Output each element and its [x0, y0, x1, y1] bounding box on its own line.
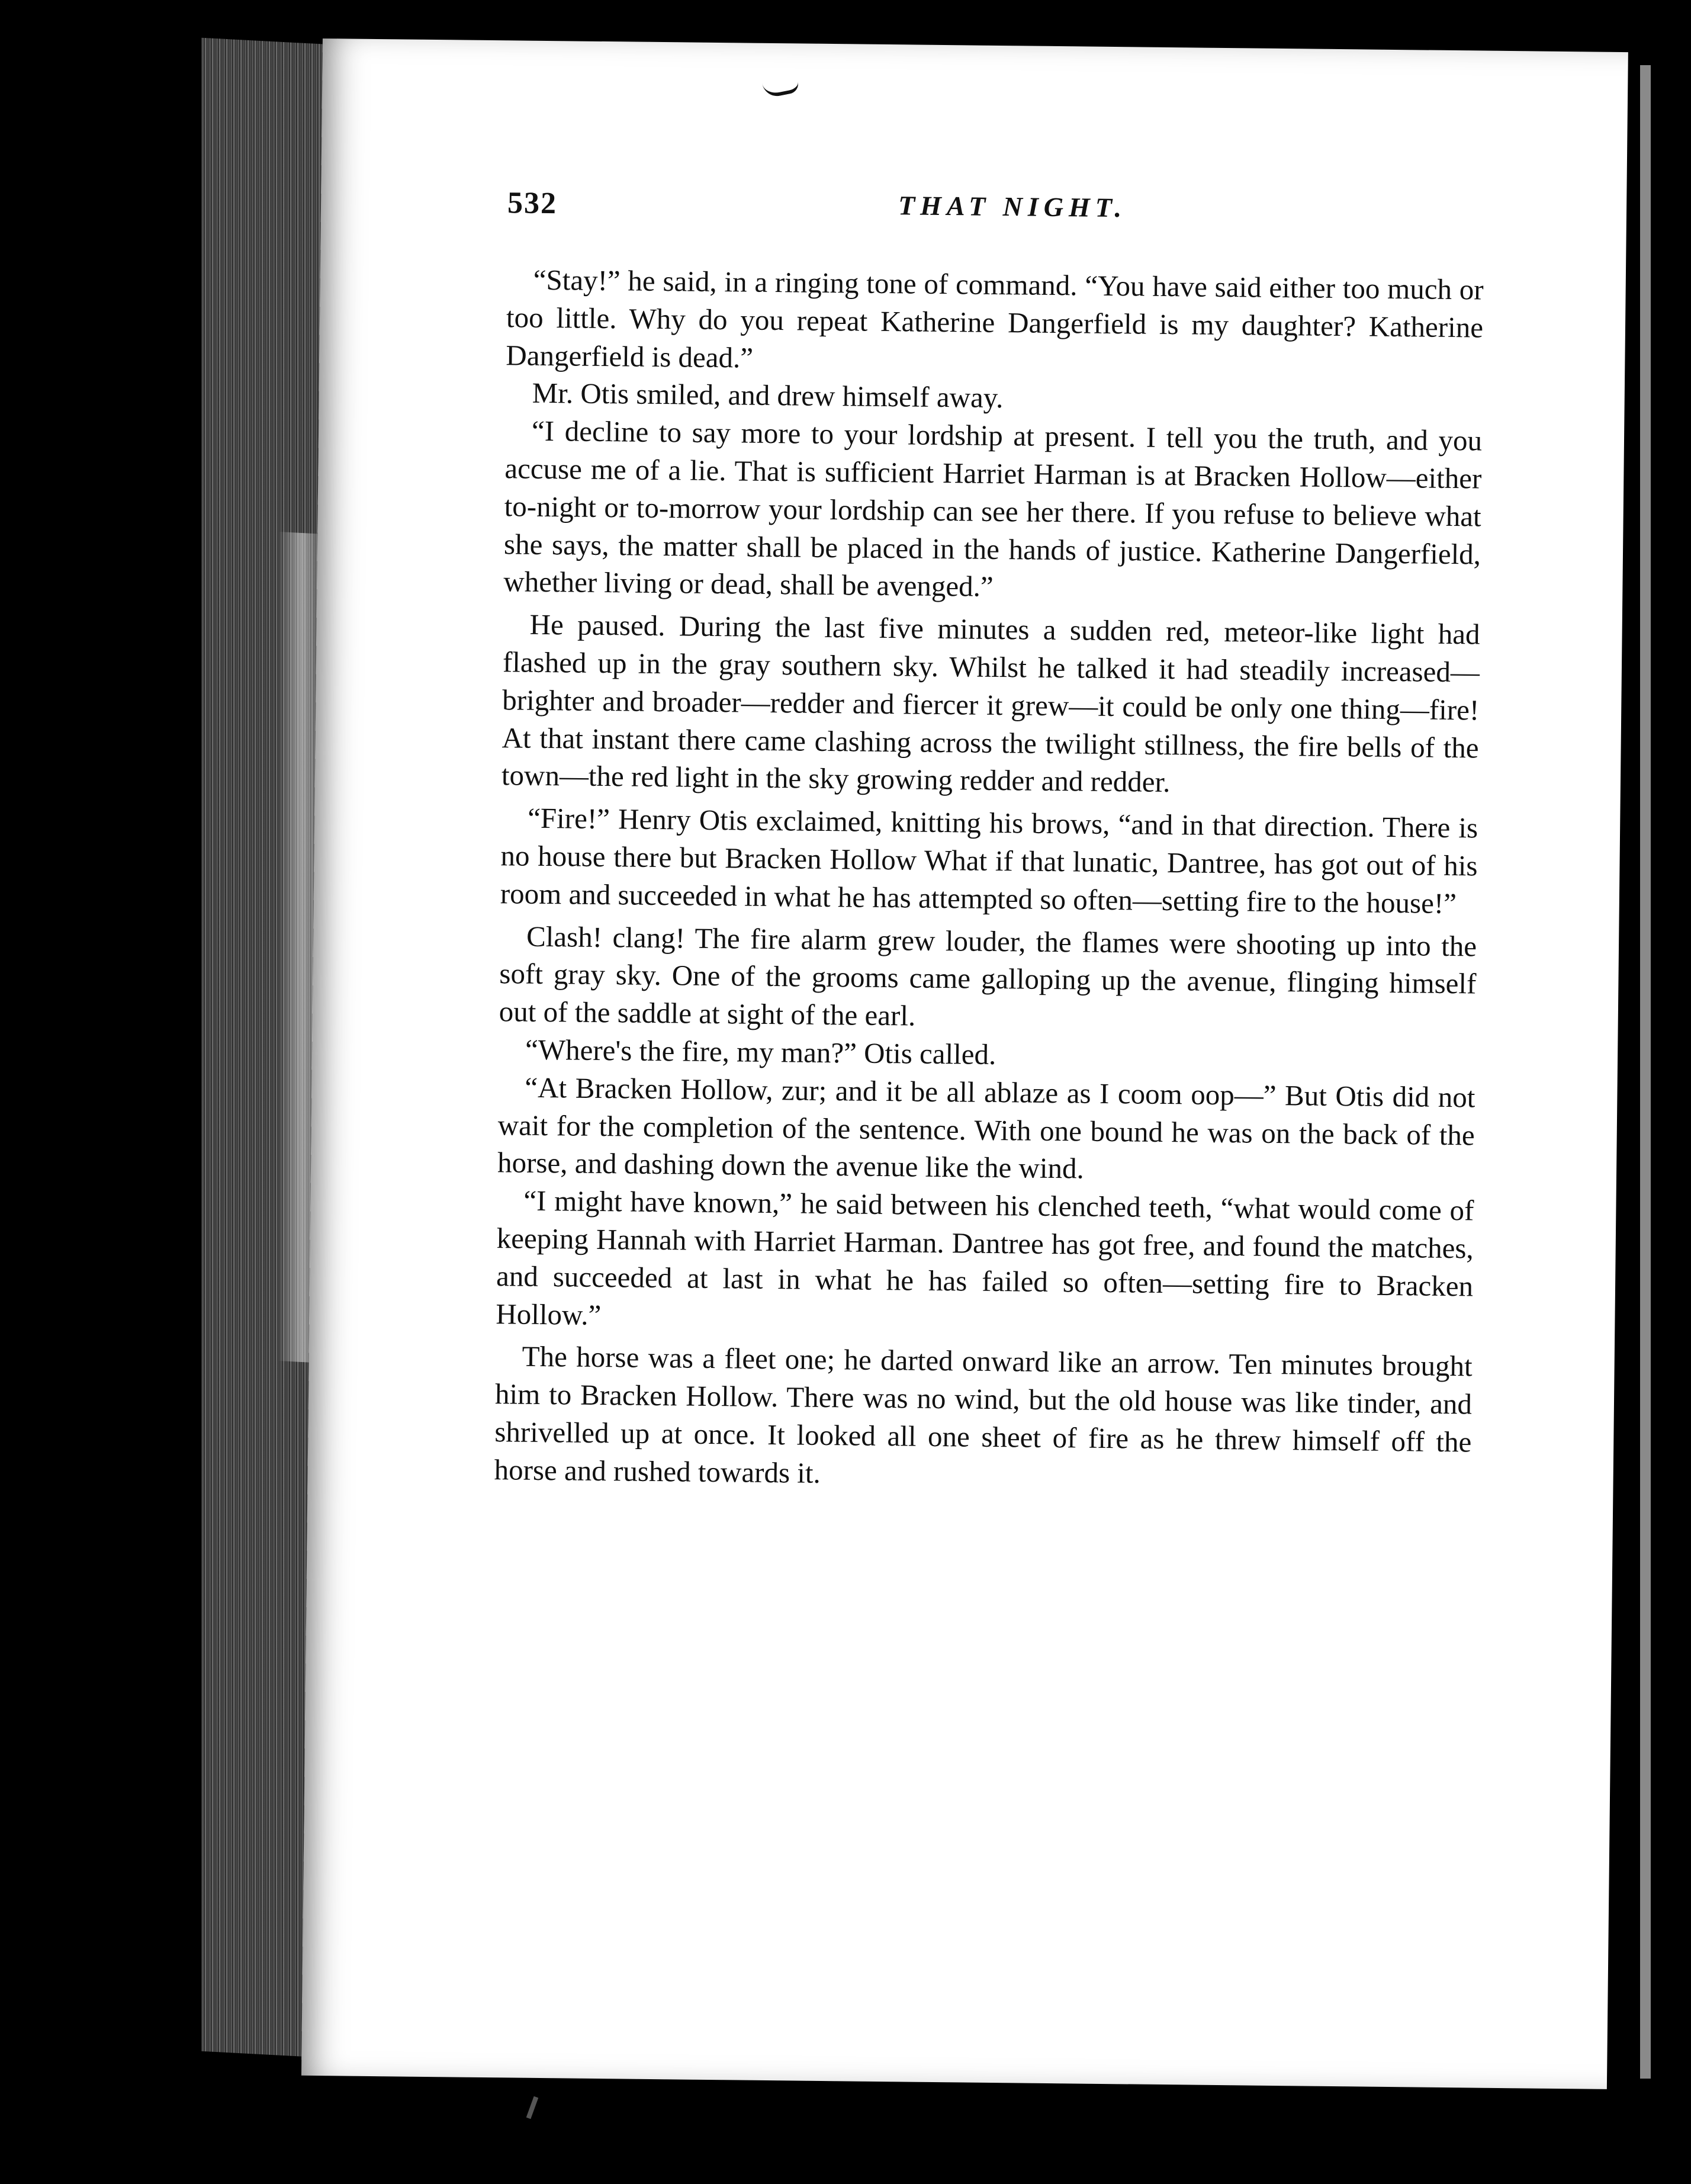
running-head: [507, 185, 1455, 243]
chapter-title: THAT NIGHT.: [898, 190, 1127, 223]
paragraph: “Where's the fire, my man?” Otis called.: [525, 1033, 996, 1071]
scan-speck: [526, 2096, 539, 2119]
paragraph: “At Bracken Hollow, zur; and it be all ablaze as I coom oop—” But Otis did not wait for the completion of the sentence. With one bound he was on the back of the horse, and dashing down the avenue like the wind.: [497, 1071, 1475, 1185]
paragraph: He paused. During the last five minutes a sudden red, meteor-like light had flashed up in the gray southern sky. Whilst he talked it had steadily increased—brighter and broader—redder and fiercer it grew—it could be only one thing—fire! At that instant there came clashing across the twilight stillness, the fire bells of the town—the red light in the sky growing redder and redder.: [501, 608, 1480, 799]
paragraph: Clash! clang! The fire alarm grew louder, the flames were shooting up into the soft gray sky. One of the grooms came galloping up the avenue, flinging himself out of the saddle at sight of the earl.: [499, 920, 1477, 1032]
page-number: 532: [507, 186, 558, 221]
paragraph: “I decline to say more to your lordship at present. I tell you the truth, and you accuse me of a lie. That is sufficient Harriet Harman is at Bracken Hollow—either to-night or to-morrow your lordship can see her there. If you refuse to believe what she says, the matter shall be placed in the hands of justice. Katherine Dangerfield, whether living or dead, shall be avenged.”: [503, 414, 1483, 603]
body-text: [494, 261, 1484, 1499]
ink-mark: [762, 76, 800, 98]
paragraph: “Stay!” he said, in a ringing tone of command. “You have said either too much or too little. Why do you repeat Katherine Dangerfield is my daughter? Katherine Dangerfield is dead.”: [506, 263, 1484, 374]
paragraph: The horse was a fleet one; he darted onward like an arrow. Ten minutes brought him to Bracken Hollow. There was no wind, but the old house was like tinder, and shrivelled up at once. It looked all one sheet of fire as he threw himself off the horse and rushed towards it.: [494, 1340, 1473, 1489]
paragraph: Mr. Otis smiled, and drew himself away.: [532, 377, 1004, 415]
paragraph: “I might have known,” he said between his clenched teeth, “what would come of keeping Hannah with Harriet Harman. Dantree has got free, and found the matches, and succeeded at last in what he has failed so often—setting fire to Bracken Hollow.”: [496, 1184, 1474, 1331]
facing-page-edge: [1640, 65, 1651, 2079]
book-page: [301, 38, 1628, 2089]
paragraph: “Fire!” Henry Otis exclaimed, knitting his brows, “and in that direction. There is no house there but Bracken Hollow What if that lunatic, Dantree, has got out of his room and succeeded in what he has attempted so often—setting fire to the house!”: [500, 801, 1478, 920]
